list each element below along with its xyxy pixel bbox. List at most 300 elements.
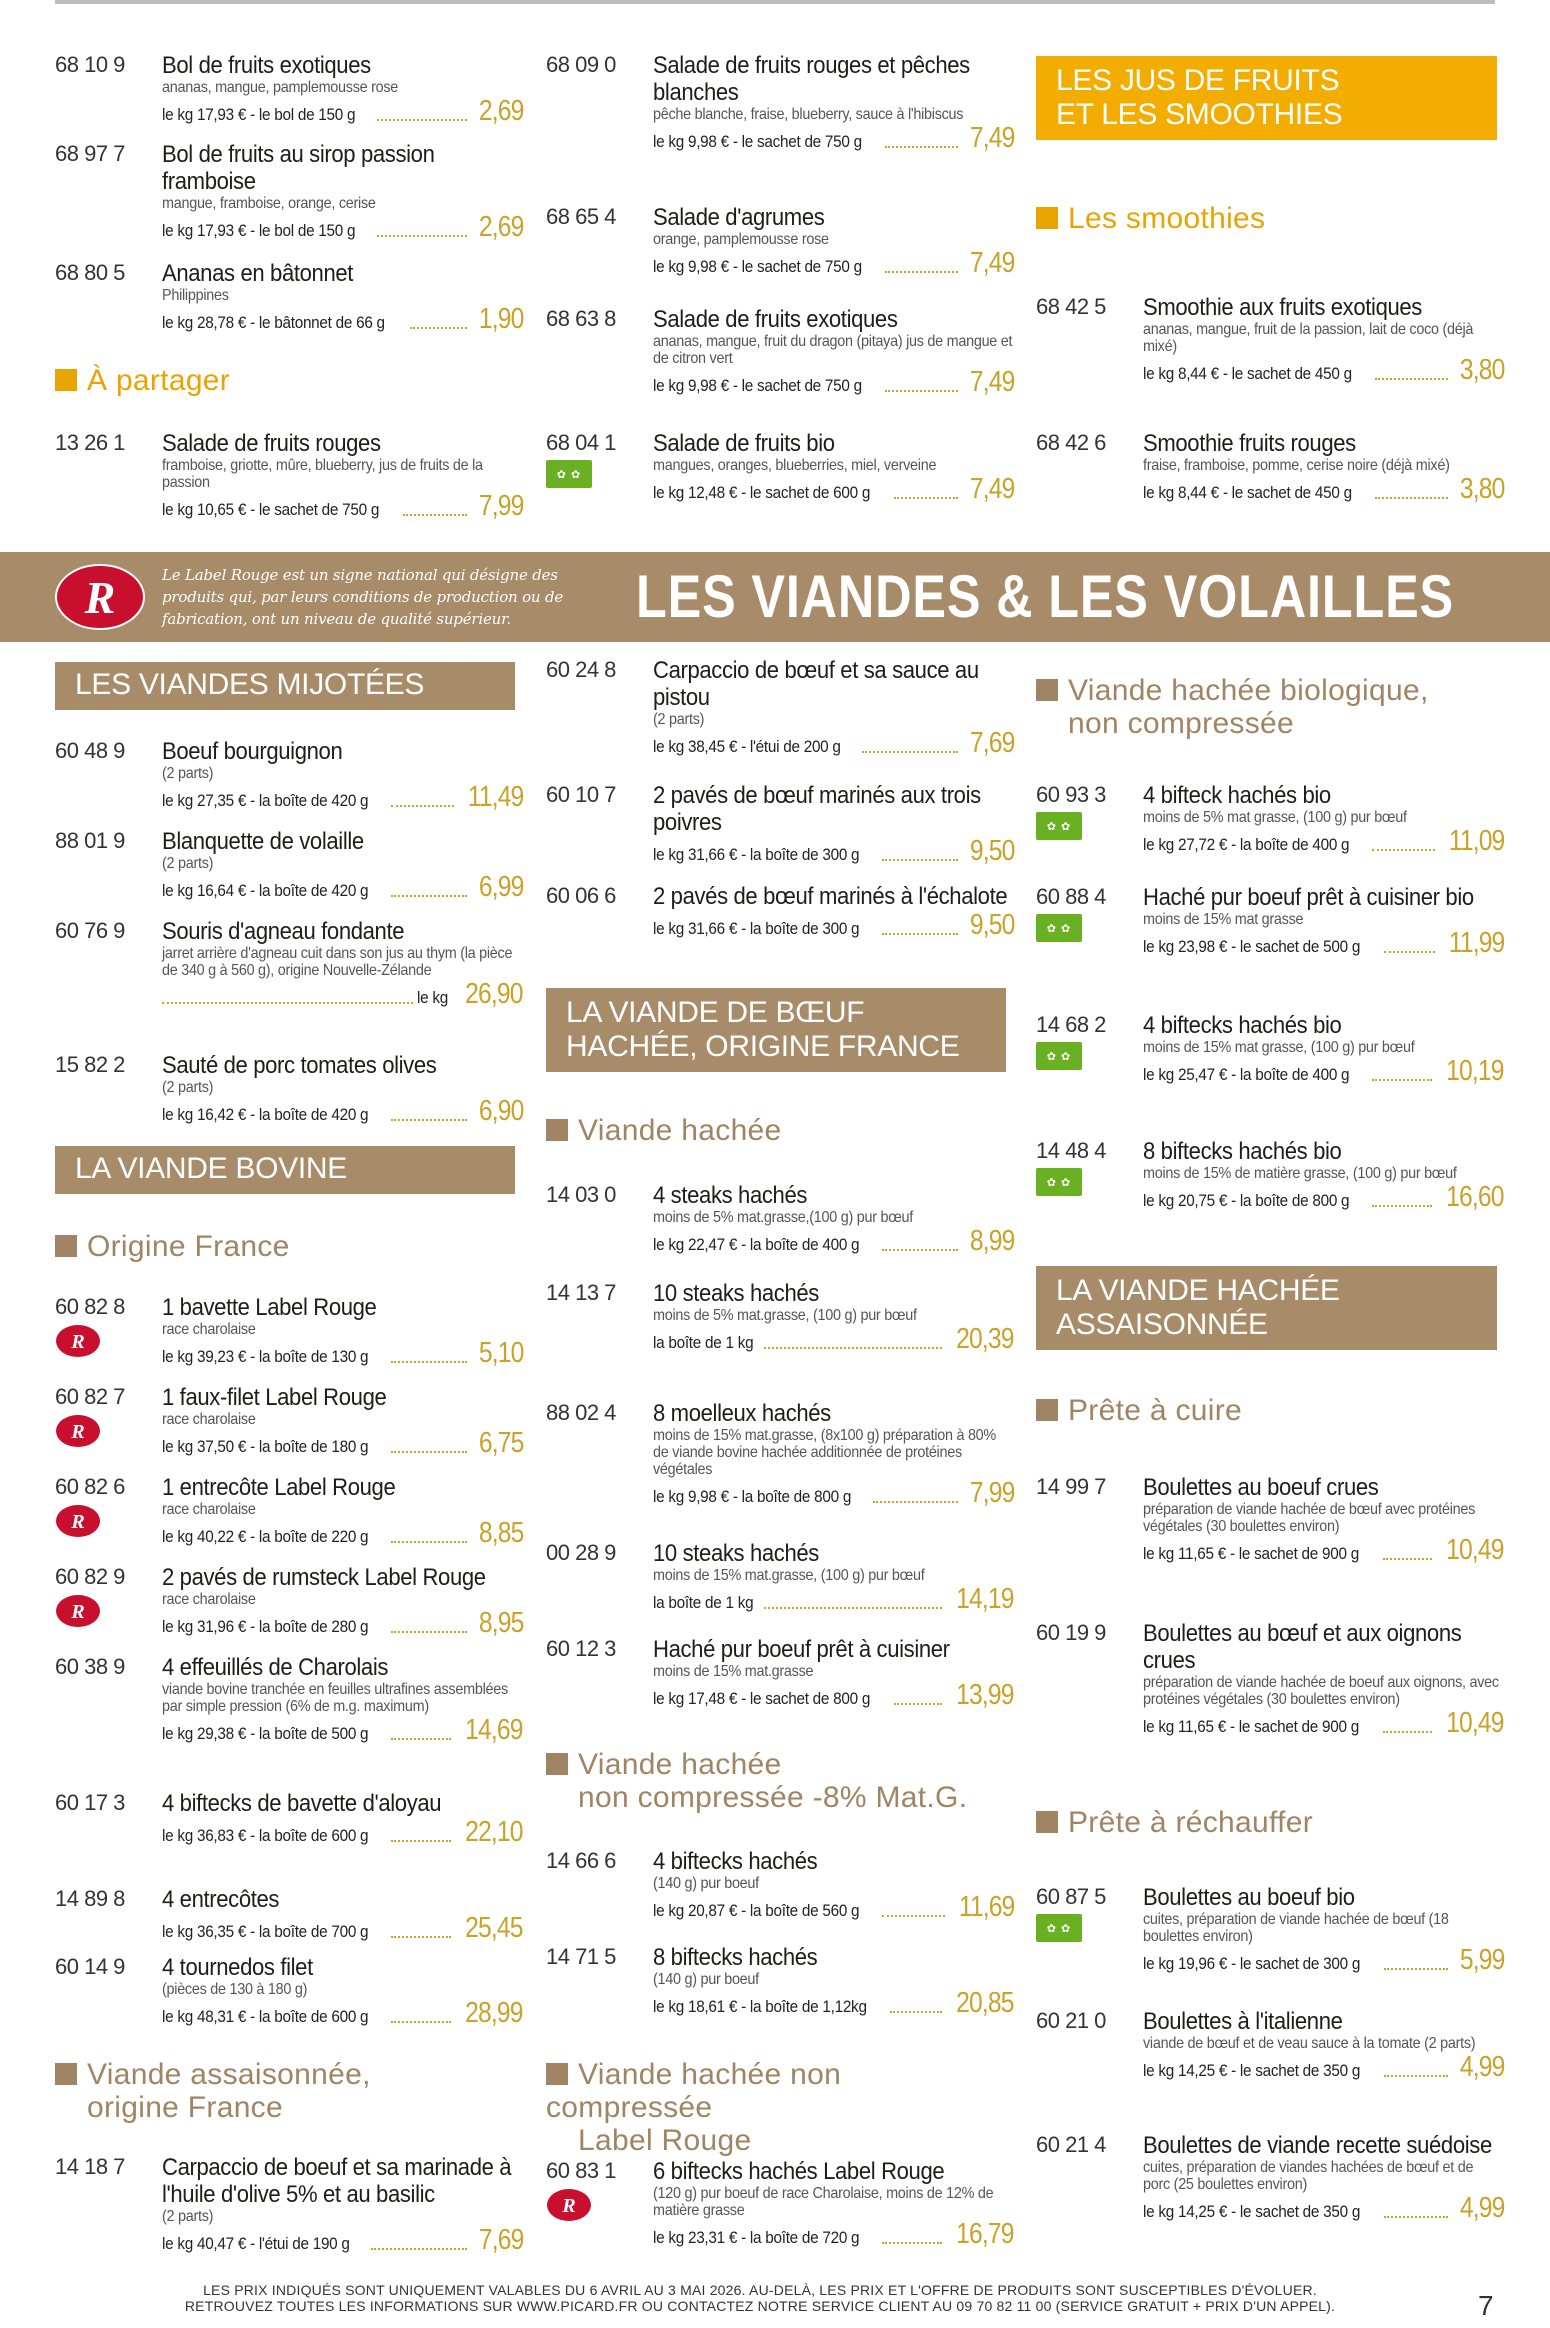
price-line — [1143, 1535, 1504, 1565]
price-per-kg: le kg 31,66 € - la boîte de 300 g — [653, 845, 860, 864]
product-code: 60 82 7 — [55, 1384, 125, 1409]
product-code: 60 21 4 — [1036, 2132, 1106, 2157]
subheading-hachee-bio: Viande hachée biologique, non compressée — [1036, 674, 1429, 740]
bullet-square — [1036, 207, 1058, 229]
product-price: 13,99 — [956, 1679, 1014, 1711]
product-desc: (2 parts) — [162, 2208, 214, 2225]
subheading-a-partager: À partager — [55, 364, 230, 397]
product-desc: (140 g) pur boeuf — [653, 1971, 759, 1988]
price-line — [1143, 928, 1504, 958]
bullet-square — [546, 1119, 568, 1141]
product-name: 2 pavés de rumsteck Label Rouge — [162, 1564, 486, 1591]
product-name: 4 tournedos filet — [162, 1954, 313, 1981]
product-price: 11,99 — [1448, 927, 1504, 959]
column-3 — [1036, 0, 1504, 2280]
price-line — [1143, 826, 1504, 856]
product-desc: cuites, préparation de viande hachée de bœuf (18 boulettes environ) — [1143, 1911, 1449, 1945]
product-name: Boulettes à l'italienne — [1143, 2008, 1343, 2035]
product-code: 68 80 5 — [55, 260, 125, 285]
price-per-kg: le kg 10,65 € - le sachet de 750 g — [162, 500, 380, 519]
label-rouge-icon — [55, 1414, 101, 1448]
price-per-kg: le kg 11,65 € - le sachet de 900 g — [1143, 1544, 1359, 1563]
product-price: 7,69 — [969, 727, 1014, 759]
product-code: 14 03 0 — [546, 1182, 616, 1207]
product-price: 10,49 — [1446, 1707, 1504, 1739]
product-desc: (140 g) pur boeuf — [653, 1875, 759, 1892]
price-line — [162, 1338, 523, 1368]
price-line — [1143, 1945, 1504, 1975]
product-price: 8,85 — [478, 1517, 523, 1549]
product-code: 60 93 3 — [1036, 782, 1106, 807]
label-rouge-icon — [55, 1504, 101, 1538]
price-line — [653, 1478, 1014, 1508]
product-code: 68 97 7 — [55, 141, 125, 166]
price-per-kg: le kg 28,78 € - le bâtonnet de 66 g — [162, 313, 385, 332]
product-price: 7,49 — [969, 247, 1014, 279]
product-desc: framboise, griotte, mûre, blueberry, jus de fruits de la passion — [162, 457, 483, 491]
product-name: Boulettes au boeuf crues — [1143, 1474, 1379, 1501]
product-code: 14 13 7 — [546, 1280, 616, 1305]
product-desc: Philippines — [162, 287, 229, 304]
product-price: 2,69 — [478, 211, 523, 243]
product-name: Boulettes au bœuf et aux oignons crues — [1143, 1620, 1462, 1674]
product-desc: (2 parts) — [653, 711, 705, 728]
product-code: 60 82 8 — [55, 1294, 125, 1319]
product-price: 11,49 — [467, 781, 523, 813]
product-code: 68 65 4 — [546, 204, 616, 229]
price-per-kg: le kg 31,66 € - la boîte de 300 g — [653, 919, 860, 938]
product-code: 68 42 5 — [1036, 294, 1106, 319]
subheading-origine-france: Origine France — [55, 1230, 290, 1263]
price-per-kg: le kg 17,48 € - le sachet de 800 g — [653, 1689, 871, 1708]
product-desc: orange, pamplemousse rose — [653, 231, 829, 248]
price-per-kg: le kg 20,75 € - la boîte de 800 g — [1143, 1191, 1350, 1210]
product-desc: race charolaise — [162, 1321, 256, 1338]
product-name: 1 bavette Label Rouge — [162, 1294, 377, 1321]
product-code: 68 42 6 — [1036, 430, 1106, 455]
price-per-kg: le kg 16,64 € - la boîte de 420 g — [162, 881, 369, 900]
bio-leaf-icon: ✿ ✿ — [1036, 1914, 1082, 1942]
price-per-kg: le kg 9,98 € - le sachet de 750 g — [653, 376, 862, 395]
product-code: 14 99 7 — [1036, 1474, 1106, 1499]
price-line — [1143, 2052, 1504, 2082]
footer-line-1: LES PRIX INDIQUÉS SONT UNIQUEMENT VALABLES DU 6 AVRIL AU 3 MAI 2026. AU-DELÀ, LES PRIX ET L'OFFRE DE PRODUITS SONT SUSCEPTIBLES D'ÉVOLUER. — [203, 2282, 1317, 2298]
price-per-kg: le kg 23,98 € - le sachet de 500 g — [1143, 937, 1361, 956]
price-per-kg: le kg 31,96 € - la boîte de 280 g — [162, 1617, 369, 1636]
product-code: 00 28 9 — [546, 1540, 616, 1565]
product-desc: mangue, framboise, orange, cerise — [162, 195, 376, 212]
product-name: 6 biftecks hachés Label Rouge — [653, 2158, 945, 2185]
bio-leaf-icon: ✿ ✿ — [1036, 914, 1082, 942]
product-price: 6,75 — [478, 1427, 523, 1459]
product-desc: cuites, préparation de viandes hachées de bœuf et de porc (25 boulettes environ) — [1143, 2159, 1474, 2193]
product-code: 15 82 2 — [55, 1052, 125, 1077]
price-per-kg: le kg 22,47 € - la boîte de 400 g — [653, 1235, 860, 1254]
product-name: 8 moelleux hachés — [653, 1400, 831, 1427]
product-desc: ananas, mangue, pamplemousse rose — [162, 79, 399, 96]
price-per-kg: le kg 14,25 € - le sachet de 350 g — [1143, 2202, 1361, 2221]
product-price: 11,69 — [958, 1891, 1014, 1923]
product-desc: fraise, framboise, pomme, cerise noire (déjà mixé) — [1143, 457, 1450, 474]
product-name: 4 biftecks hachés bio — [1143, 1012, 1342, 1039]
product-name: 2 pavés de bœuf marinés aux trois poivres — [653, 782, 981, 836]
product-desc: (2 parts) — [162, 765, 214, 782]
price-line — [162, 872, 523, 902]
bullet-square — [1036, 1811, 1058, 1833]
product-code: 60 19 9 — [1036, 1620, 1106, 1645]
product-price: 4,99 — [1459, 2051, 1504, 2083]
section-bar-viandes-mijotees: LES VIANDES MIJOTÉES — [55, 662, 515, 710]
product-price: 7,49 — [969, 122, 1014, 154]
product-name: Salade d'agrumes — [653, 204, 825, 231]
product-name: Salade de fruits bio — [653, 430, 835, 457]
bullet-square — [546, 2063, 568, 2085]
price-per-kg: le kg 9,98 € - la boîte de 800 g — [653, 1487, 852, 1506]
price-per-kg: le kg 27,35 € - la boîte de 420 g — [162, 791, 369, 810]
product-name: Ananas en bâtonnet — [162, 260, 354, 287]
product-code: 60 24 8 — [546, 657, 616, 682]
bio-leaf-icon: ✿ ✿ — [1036, 1168, 1082, 1196]
price-line — [162, 212, 523, 242]
price-per-kg: le kg 48,31 € - la boîte de 600 g — [162, 2007, 369, 2026]
product-name: 4 steaks hachés — [653, 1182, 808, 1209]
label-rouge-icon — [55, 1324, 101, 1358]
price-line — [162, 1518, 523, 1548]
product-price: 9,50 — [969, 835, 1014, 867]
price-per-kg: la boîte de 1 kg — [653, 1333, 754, 1352]
price-per-kg: le kg 17,93 € - le bol de 150 g — [162, 105, 356, 124]
product-code: 60 83 1 — [546, 2158, 616, 2183]
price-line — [162, 304, 523, 334]
price-line — [162, 1817, 523, 1847]
product-desc: moins de 5% mat.grasse, (100 g) pur bœuf — [653, 1307, 917, 1324]
product-code: 68 63 8 — [546, 306, 616, 331]
product-price: 14,69 — [465, 1714, 523, 1746]
price-per-kg: le kg 8,44 € - le sachet de 450 g — [1143, 483, 1352, 502]
price-per-kg: le kg 17,93 € - le bol de 150 g — [162, 221, 356, 240]
price-line — [1143, 474, 1504, 504]
product-price: 25,45 — [465, 1912, 523, 1944]
price-per-kg: le kg 9,98 € - le sachet de 750 g — [653, 257, 862, 276]
price-per-kg: le kg 27,72 € - la boîte de 400 g — [1143, 835, 1350, 854]
price-per-kg: le kg — [417, 988, 448, 1007]
product-name: Sauté de porc tomates olives — [162, 1052, 437, 1079]
product-price: 8,95 — [478, 1607, 523, 1639]
product-name: Smoothie aux fruits exotiques — [1143, 294, 1422, 321]
price-per-kg: le kg 12,48 € - le sachet de 600 g — [653, 483, 871, 502]
product-price: 3,80 — [1459, 354, 1504, 386]
product-code: 60 10 7 — [546, 782, 616, 807]
price-per-kg: le kg 29,38 € - la boîte de 500 g — [162, 1724, 369, 1743]
price-line — [653, 1680, 1014, 1710]
product-desc: moins de 5% mat grasse, (100 g) pur bœuf — [1143, 809, 1407, 826]
product-price: 7,99 — [969, 1477, 1014, 1509]
product-desc: (2 parts) — [162, 1079, 214, 1096]
product-desc: race charolaise — [162, 1411, 256, 1428]
section-bar-viande-bovine: LA VIANDE BOVINE — [55, 1146, 515, 1194]
bio-leaf-icon: ✿ ✿ — [1036, 1042, 1082, 1070]
product-price: 16,79 — [956, 2218, 1014, 2250]
subheading-label-rouge-hachee: Viande hachée non compressée Label Rouge — [546, 2058, 842, 2157]
price-line — [162, 2225, 523, 2255]
product-price: 6,90 — [478, 1095, 523, 1127]
product-name: Bol de fruits au sirop passion framboise — [162, 141, 435, 195]
price-line — [162, 491, 523, 521]
product-desc: (2 parts) — [162, 855, 214, 872]
price-line — [1143, 1056, 1504, 1086]
product-price: 5,99 — [1459, 1944, 1504, 1976]
product-name: Bol de fruits exotiques — [162, 52, 371, 79]
product-desc: jarret arrière d'agneau cuit dans son jus au thym (la pièce de 340 g à 560 g), origine Nouvelle-Zélande — [162, 945, 513, 979]
price-line — [653, 910, 1014, 940]
product-name: 4 bifteck hachés bio — [1143, 782, 1331, 809]
product-price: 28,99 — [465, 1997, 523, 2029]
price-line — [653, 248, 1014, 278]
product-name: Boeuf bourguignon — [162, 738, 343, 765]
product-name: Salade de fruits rouges et pêches blanches — [653, 52, 970, 106]
price-per-kg: le kg 19,96 € - le sachet de 300 g — [1143, 1954, 1361, 1973]
product-price: 5,10 — [478, 1337, 523, 1369]
product-desc: moins de 15% mat.grasse, (8x100 g) préparation à 80% de viande bovine hachée additionnée de protéines végétales — [653, 1427, 996, 1478]
product-name: Salade de fruits rouges — [162, 430, 381, 457]
product-price: 2,69 — [478, 95, 523, 127]
price-line — [653, 1324, 1014, 1354]
product-name: 4 biftecks hachés — [653, 1848, 818, 1875]
price-line — [1143, 1708, 1504, 1738]
product-code: 13 26 1 — [55, 430, 125, 455]
product-price: 4,99 — [1459, 2192, 1504, 2224]
price-line — [162, 979, 523, 1009]
product-code: 60 82 9 — [55, 1564, 125, 1589]
price-per-kg: la boîte de 1 kg — [653, 1593, 754, 1612]
product-name: Boulettes au boeuf bio — [1143, 1884, 1355, 1911]
product-desc: moins de 15% mat.grasse — [653, 1663, 814, 1680]
footer-line-2: RETROUVEZ TOUTES LES INFORMATIONS SUR WWW.PICARD.FR OU CONTACTEZ NOTRE SERVICE CLIENT AU 09 70 82 11 00 (SERVICE GRATUIT + PRIX D'UN APPEL). — [184, 2298, 1336, 2314]
svg-text:R: R — [71, 1331, 85, 1353]
product-desc: moins de 15% mat grasse — [1143, 911, 1304, 928]
product-price: 9,50 — [969, 909, 1014, 941]
product-code: 68 04 1 — [546, 430, 616, 455]
label-rouge-explanation: Le Label Rouge est un signe national qui désigne des produits qui, par leurs conditions de production ou de fabrication, ont un niveau de qualité supérieur. — [162, 566, 564, 628]
price-line — [653, 836, 1014, 866]
footer-legal — [180, 2282, 1340, 2314]
product-name: 4 effeuillés de Charolais — [162, 1654, 389, 1681]
subheading-prete-a-cuire: Prête à cuire — [1036, 1394, 1242, 1427]
price-per-kg: le kg 37,50 € - la boîte de 180 g — [162, 1437, 369, 1456]
label-rouge-icon — [546, 2188, 592, 2222]
price-line — [653, 123, 1014, 153]
product-code: 60 48 9 — [55, 738, 125, 763]
price-line — [653, 1226, 1014, 1256]
product-desc: (pièces de 130 à 180 g) — [162, 1981, 308, 1998]
bullet-square — [546, 1753, 568, 1775]
product-desc: moins de 5% mat.grasse,(100 g) pur bœuf — [653, 1209, 914, 1226]
product-price: 10,49 — [1446, 1534, 1504, 1566]
price-line — [162, 782, 523, 812]
product-code: 14 89 8 — [55, 1886, 125, 1911]
product-name: Blanquette de volaille — [162, 828, 364, 855]
product-price: 8,99 — [969, 1225, 1014, 1257]
product-code: 60 21 0 — [1036, 2008, 1106, 2033]
product-desc: préparation de viande hachée de boeuf aux oignons, avec protéines végétales (30 boulettes environ) — [1143, 1674, 1499, 1708]
price-per-kg: le kg 25,47 € - la boîte de 400 g — [1143, 1065, 1350, 1084]
product-name: Smoothie fruits rouges — [1143, 430, 1356, 457]
price-per-kg: le kg 36,83 € - la boîte de 600 g — [162, 1826, 369, 1845]
product-code: 60 06 6 — [546, 883, 616, 908]
price-per-kg: le kg 11,65 € - le sachet de 900 g — [1143, 1717, 1359, 1736]
price-line — [162, 1428, 523, 1458]
product-name: Salade de fruits exotiques — [653, 306, 898, 333]
product-code: 68 10 9 — [55, 52, 125, 77]
product-name: 2 pavés de bœuf marinés à l'échalote — [653, 883, 1008, 910]
product-code: 68 09 0 — [546, 52, 616, 77]
bio-leaf-icon: ✿ ✿ — [1036, 812, 1082, 840]
product-price: 7,69 — [478, 2224, 523, 2256]
product-name: 4 entrecôtes — [162, 1886, 280, 1913]
price-per-kg: le kg 39,23 € - la boîte de 130 g — [162, 1347, 369, 1366]
product-price: 1,90 — [478, 303, 523, 335]
price-line — [653, 1584, 1014, 1614]
product-code: 14 18 7 — [55, 2154, 125, 2179]
price-line — [162, 1998, 523, 2028]
product-name: 4 biftecks de bavette d'aloyau — [162, 1790, 442, 1817]
subheading-viande-assaisonnee: Viande assaisonnée, origine France — [55, 2058, 371, 2124]
product-desc: (120 g) pur boeuf de race Charolaise, moins de 12% de matière grasse — [653, 2185, 994, 2219]
product-name: Carpaccio de boeuf et sa marinade à l'huile d'olive 5% et au basilic — [162, 2154, 512, 2208]
bullet-square — [55, 1235, 77, 1257]
product-code: 14 68 2 — [1036, 1012, 1106, 1037]
bio-leaf-icon: ✿ ✿ — [546, 460, 592, 488]
product-name: Carpaccio de bœuf et sa sauce au pistou — [653, 657, 979, 711]
price-per-kg: le kg 38,45 € - l'étui de 200 g — [653, 737, 841, 756]
price-line — [653, 2219, 1014, 2249]
product-desc: pêche blanche, fraise, blueberry, sauce à l'hibiscus — [653, 106, 964, 123]
price-per-kg: le kg 20,87 € - la boîte de 560 g — [653, 1901, 860, 1920]
product-code: 14 66 6 — [546, 1848, 616, 1873]
product-name: 1 entrecôte Label Rouge — [162, 1474, 396, 1501]
product-desc: moins de 15% mat grasse, (100 g) pur bœuf — [1143, 1039, 1415, 1056]
product-price: 20,39 — [956, 1323, 1014, 1355]
product-code: 60 76 9 — [55, 918, 125, 943]
price-per-kg: le kg 23,31 € - la boîte de 720 g — [653, 2228, 860, 2247]
price-line — [653, 1988, 1014, 2018]
product-name: Haché pur boeuf prêt à cuisiner — [653, 1636, 950, 1663]
product-desc: race charolaise — [162, 1591, 256, 1608]
product-price: 6,99 — [478, 871, 523, 903]
product-code: 60 38 9 — [55, 1654, 125, 1679]
page-title: LES VIANDES & LES VOLAILLES — [636, 563, 1454, 630]
page-number: 7 — [1478, 2290, 1494, 2321]
product-name: Haché pur boeuf prêt à cuisiner bio — [1143, 884, 1474, 911]
price-line — [162, 1608, 523, 1638]
price-per-kg: le kg 9,98 € - le sachet de 750 g — [653, 132, 862, 151]
product-desc: ananas, mangue, fruit de la passion, lait de coco (déjà mixé) — [1143, 321, 1474, 355]
product-desc: viande de bœuf et de veau sauce à la tomate (2 parts) — [1143, 2035, 1476, 2052]
product-price: 3,80 — [1459, 473, 1504, 505]
product-code: 60 12 3 — [546, 1636, 616, 1661]
product-desc: moins de 15% de matière grasse, (100 g) pur bœuf — [1143, 1165, 1457, 1182]
product-code: 14 71 5 — [546, 1944, 616, 1969]
section-bar-hachee-assaisonnee: LA VIANDE HACHÉE ASSAISONNÉE — [1036, 1266, 1497, 1350]
product-price: 7,99 — [478, 490, 523, 522]
section-bar-jus-smoothies: LES JUS DE FRUITS ET LES SMOOTHIES — [1036, 56, 1497, 140]
svg-text:R: R — [71, 1421, 85, 1443]
price-line — [653, 474, 1014, 504]
price-per-kg: le kg 16,42 € - la boîte de 420 g — [162, 1105, 369, 1124]
product-desc: moins de 15% mat.grasse, (100 g) pur bœuf — [653, 1567, 925, 1584]
label-rouge-logo — [54, 563, 146, 631]
subheading-prete-a-rechauffer: Prête à réchauffer — [1036, 1806, 1313, 1839]
subheading-non-compressee: Viande hachée non compressée -8% Mat.G. — [546, 1748, 967, 1814]
bullet-square — [55, 369, 77, 391]
section-bar-viande-hachee-france: LA VIANDE DE BŒUF HACHÉE, ORIGINE FRANCE — [546, 988, 1006, 1072]
product-code: 60 14 9 — [55, 1954, 125, 1979]
price-per-kg: le kg 36,35 € - la boîte de 700 g — [162, 1922, 369, 1941]
price-per-kg: le kg 14,25 € - le sachet de 350 g — [1143, 2061, 1361, 2080]
product-code: 88 01 9 — [55, 828, 125, 853]
product-desc: mangues, oranges, blueberries, miel, verveine — [653, 457, 937, 474]
product-code: 60 17 3 — [55, 1790, 125, 1815]
product-price: 20,85 — [956, 1987, 1014, 2019]
product-code: 60 82 6 — [55, 1474, 125, 1499]
price-per-kg: le kg 18,61 € - la boîte de 1,12kg — [653, 1997, 867, 2016]
svg-text:R: R — [71, 1601, 85, 1623]
product-desc: préparation de viande hachée de bœuf avec protéines végétales (30 boulettes environ) — [1143, 1501, 1476, 1535]
price-line — [653, 367, 1014, 397]
subheading-smoothies: Les smoothies — [1036, 202, 1265, 235]
product-code: 14 48 4 — [1036, 1138, 1106, 1163]
price-line — [1143, 355, 1504, 385]
svg-text:R: R — [71, 1511, 85, 1533]
svg-text:R: R — [562, 2195, 576, 2217]
price-per-kg: le kg 40,22 € - la boîte de 220 g — [162, 1527, 369, 1546]
product-desc: race charolaise — [162, 1501, 256, 1518]
label-rouge-icon — [55, 1594, 101, 1628]
product-code: 60 87 5 — [1036, 1884, 1106, 1909]
bullet-square — [1036, 679, 1058, 701]
subheading-viande-hachee: Viande hachée — [546, 1114, 782, 1147]
price-line — [162, 1715, 523, 1745]
product-price: 26,90 — [465, 978, 523, 1010]
price-line — [1143, 2193, 1504, 2223]
svg-text:R: R — [84, 572, 116, 623]
column-1 — [55, 0, 523, 2280]
product-name: 8 biftecks hachés bio — [1143, 1138, 1342, 1165]
product-name: Boulettes de viande recette suédoise — [1143, 2132, 1492, 2159]
product-name: 10 steaks hachés — [653, 1280, 819, 1307]
price-line — [162, 1913, 523, 1943]
category-band — [0, 552, 1550, 642]
price-line — [1143, 1182, 1504, 1212]
price-line — [162, 1096, 523, 1126]
bullet-square — [55, 2063, 77, 2085]
product-price: 11,09 — [1448, 825, 1504, 857]
price-per-kg: le kg 8,44 € - le sachet de 450 g — [1143, 364, 1352, 383]
price-line — [653, 728, 1014, 758]
product-name: 1 faux-filet Label Rouge — [162, 1384, 387, 1411]
product-name: 8 biftecks hachés — [653, 1944, 818, 1971]
price-line — [162, 96, 523, 126]
product-name: Souris d'agneau fondante — [162, 918, 405, 945]
product-price: 7,49 — [969, 473, 1014, 505]
product-code: 60 88 4 — [1036, 884, 1106, 909]
product-desc: viande bovine tranchée en feuilles ultrafines assemblées par simple pression (6% de m.g. maximum) — [162, 1681, 508, 1715]
product-price: 10,19 — [1446, 1055, 1504, 1087]
product-price: 16,60 — [1446, 1181, 1504, 1213]
bullet-square — [1036, 1399, 1058, 1421]
product-desc: ananas, mangue, fruit du dragon (pitaya) jus de mangue et de citron vert — [653, 333, 1013, 367]
product-price: 14,19 — [956, 1583, 1014, 1615]
